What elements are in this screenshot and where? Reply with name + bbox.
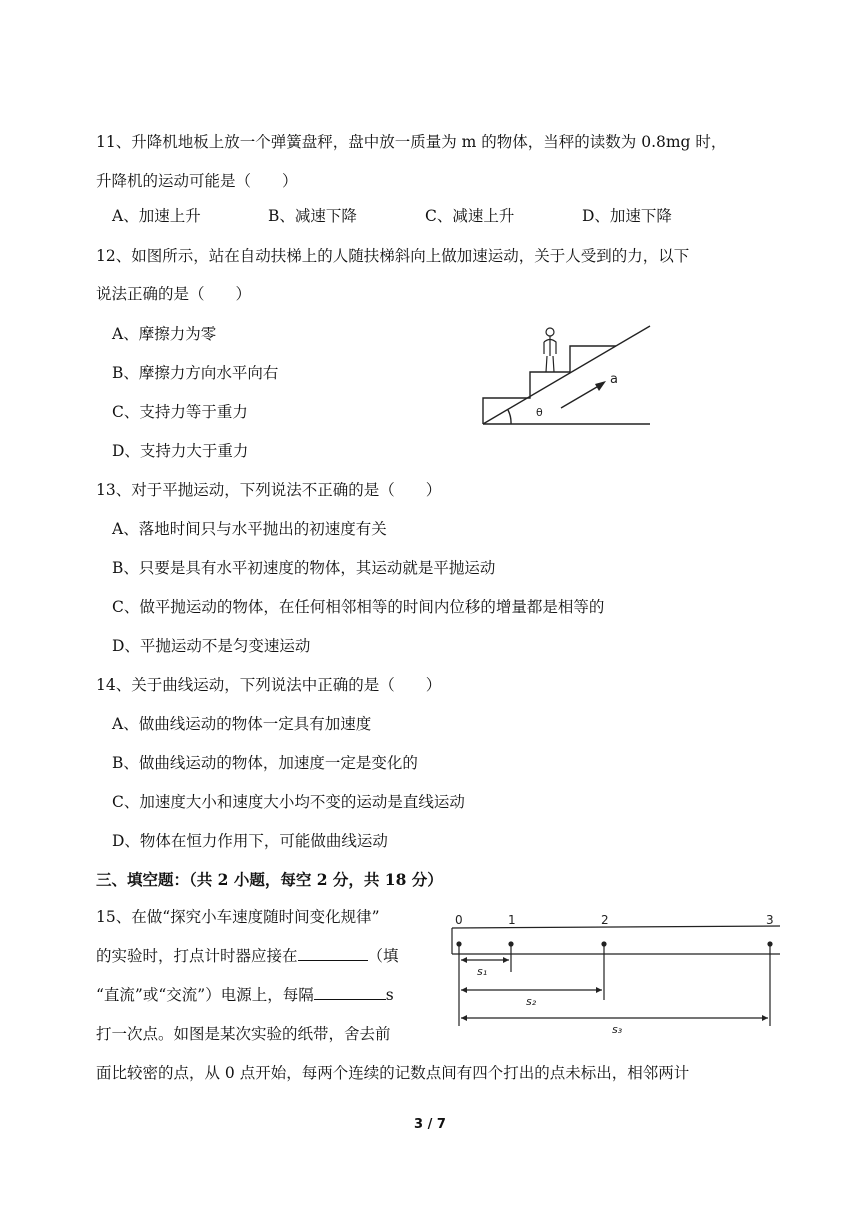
q11-option-b: B、减速下降 [268, 207, 357, 225]
q15-line3-end: s [385, 986, 394, 1004]
person-icon [544, 328, 556, 372]
q15-line3 [96, 985, 394, 1005]
tape-label-1: 1 [508, 914, 516, 927]
q12-option-a: A、摩擦力为零 [112, 325, 217, 343]
q14-option-b: B、做曲线运动的物体，加速度一定是变化的 [112, 754, 418, 772]
q11-option-a: A、加速上升 [112, 207, 201, 225]
q11-option-c: C、减速上升 [425, 207, 515, 225]
tape-dot-0 [456, 941, 461, 946]
section-3-heading: 三、填空题：（共 2 小题，每空 2 分，共 18 分） [96, 870, 443, 889]
q12-stem-line1: 12、如图所示，站在自动扶梯上的人随扶梯斜向上做加速运动，关于人受到的力，以下 [96, 247, 690, 265]
q14-option-a: A、做曲线运动的物体一定具有加速度 [112, 715, 372, 733]
q15-line2 [96, 946, 399, 966]
s2-label: s₂ [526, 995, 537, 1008]
q15-line2-end: （填 [367, 947, 399, 965]
tape-label-2: 2 [601, 914, 609, 927]
q14-stem: 14、关于曲线运动，下列说法中正确的是（ ） [96, 676, 442, 694]
q13-option-a: A、落地时间只与水平抛出的初速度有关 [112, 520, 387, 538]
answer-blank-2[interactable] [314, 985, 386, 1000]
q15-line2-text: 的实验时，打点计时器应接在 [96, 947, 298, 965]
q11-option-d: D、加速下降 [582, 207, 672, 225]
q12-option-c: C、支持力等于重力 [112, 403, 248, 421]
acceleration-label: a [610, 372, 618, 387]
q15-line5: 面比较密的点，从 0 点开始，每两个连续的记数点间有四个打出的点未标出，相邻两计 [96, 1064, 690, 1082]
page-number: 3 / 7 [414, 1117, 446, 1132]
tape-label-0: 0 [455, 914, 463, 927]
theta-label: θ [536, 406, 543, 419]
tape-dot-1 [508, 941, 513, 946]
q13-option-c: C、做平抛运动的物体，在任何相邻相等的时间内位移的增量都是相等的 [112, 598, 605, 616]
q13-stem: 13、对于平抛运动，下列说法不正确的是（ ） [96, 481, 442, 499]
q11-stem-line1: 11、升降机地板上放一个弹簧盘秤，盘中放一质量为 m 的物体，当秤的读数为 0.8mg 时， [96, 133, 727, 151]
q11-stem-line2: 升降机的运动可能是（ ） [96, 172, 298, 190]
tape-dot-2 [601, 941, 606, 946]
q15-line4: 打一次点。如图是某次实验的纸带，舍去前 [96, 1025, 391, 1043]
q12-stem-line2: 说法正确的是（ ） [96, 285, 252, 303]
escalator-figure [478, 320, 658, 430]
q12-option-b: B、摩擦力方向水平向右 [112, 364, 279, 382]
tape-label-3: 3 [766, 914, 774, 927]
q13-option-b: B、只要是具有水平初速度的物体，其运动就是平抛运动 [112, 559, 496, 577]
tape-dot-3 [767, 941, 772, 946]
q13-option-d: D、平抛运动不是匀变速运动 [112, 637, 311, 655]
answer-blank-1[interactable] [298, 946, 368, 961]
s1-label: s₁ [477, 965, 488, 978]
q15-line3-text: “直流”或“交流”）电源上，每隔 [96, 986, 314, 1004]
paper-tape-figure [446, 914, 786, 1036]
s3-label: s₃ [612, 1023, 623, 1036]
q14-option-d: D、物体在恒力作用下，可能做曲线运动 [112, 832, 388, 850]
q14-option-c: C、加速度大小和速度大小均不变的运动是直线运动 [112, 793, 465, 811]
q12-option-d: D、支持力大于重力 [112, 442, 249, 460]
q15-line1: 15、在做“探究小车速度随时间变化规律” [96, 908, 380, 926]
